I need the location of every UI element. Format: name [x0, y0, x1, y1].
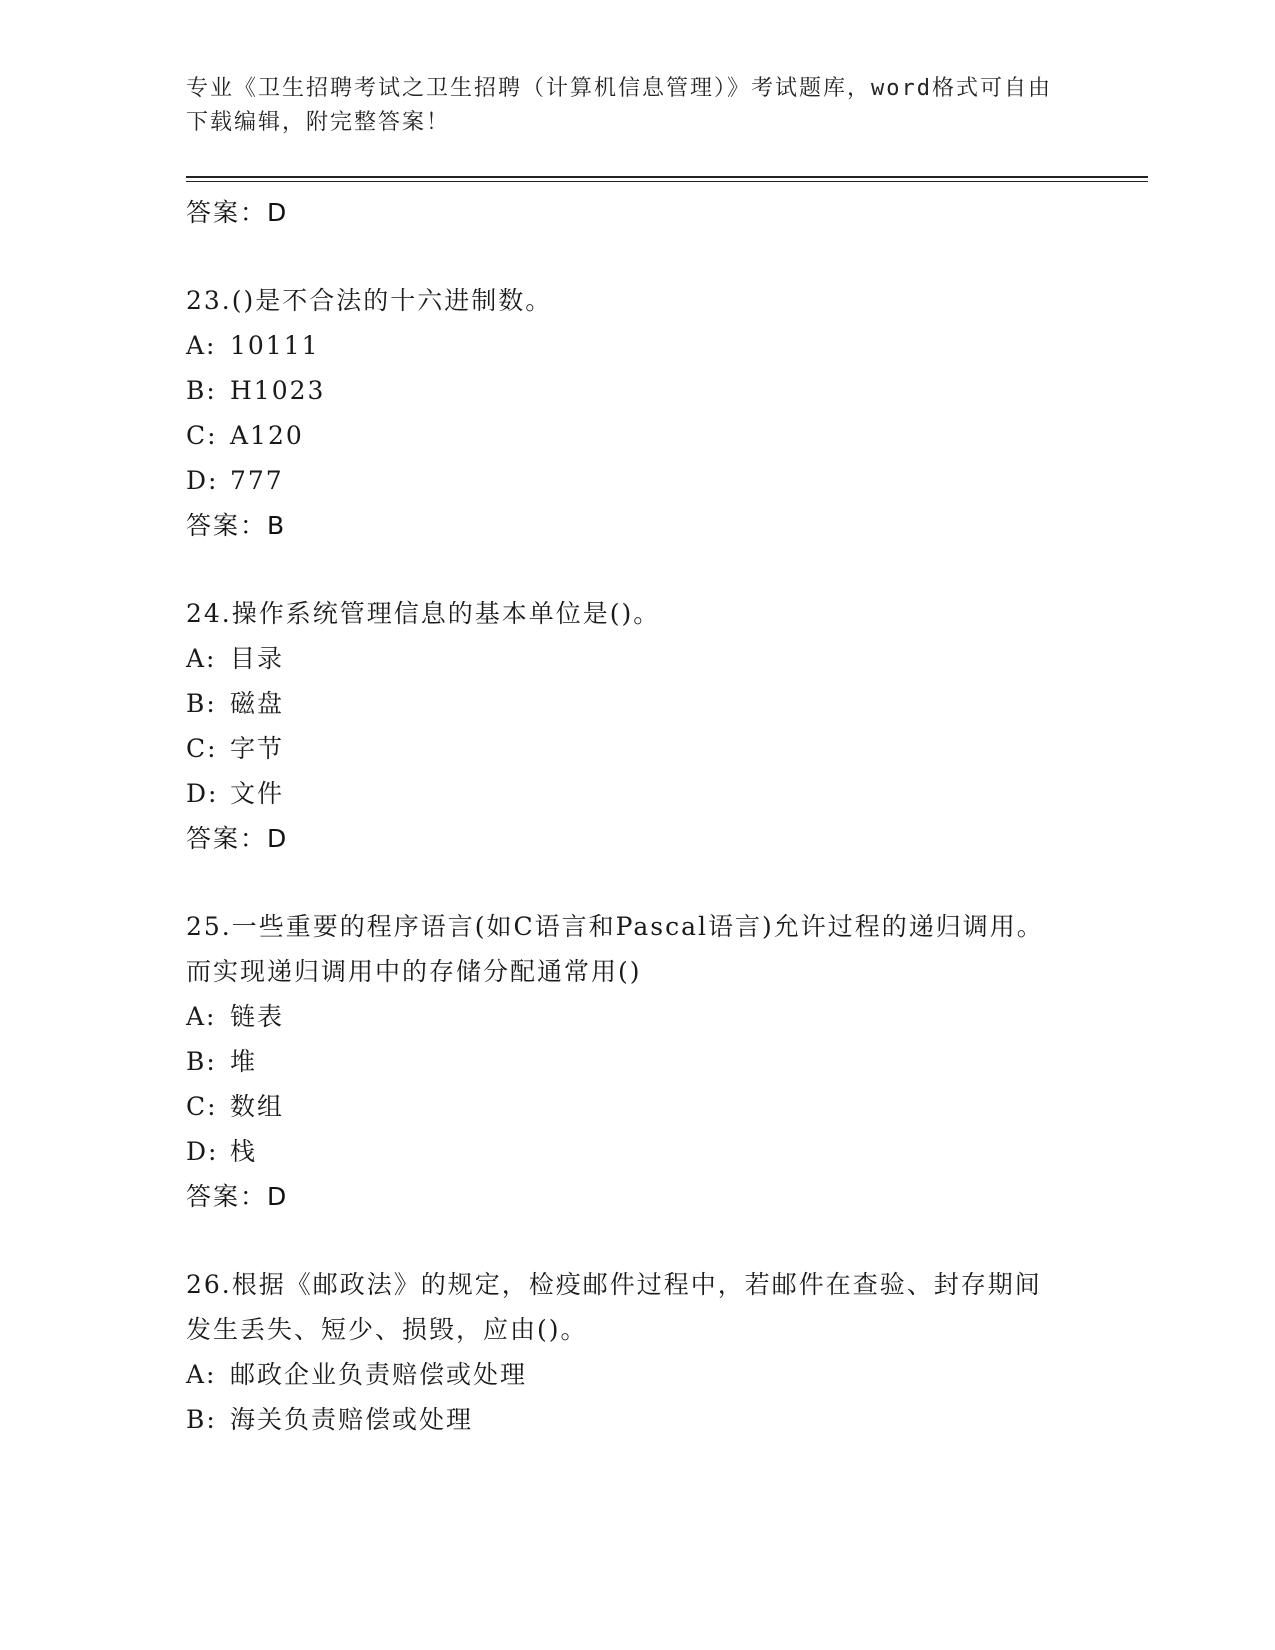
option-b [186, 368, 1066, 413]
previous-answer: 答案：D [186, 198, 289, 227]
document-header: 专业《卫生招聘考试之卫生招聘（计算机信息管理）》考试题库，word格式可自由下载编辑，附完整答案！ [186, 76, 1052, 135]
question-stem: 24.操作系统管理信息的基本单位是()。 [186, 599, 661, 628]
option-label: A: [186, 1360, 217, 1389]
option-c [186, 1084, 1066, 1129]
option-text: 10111 [230, 331, 320, 360]
option-d [186, 1129, 1066, 1174]
option-text: H1023 [230, 376, 326, 405]
option-a [186, 323, 1066, 368]
option-text: 字节 [230, 734, 285, 763]
option-label: B: [186, 1405, 217, 1434]
option-label: C: [186, 421, 218, 450]
question-26 [186, 1262, 1066, 1442]
option-label: D: [186, 466, 219, 495]
option-text: 栈 [230, 1137, 258, 1166]
option-label: B: [186, 1047, 217, 1076]
header-rule-thick [186, 176, 1148, 178]
option-label: C: [186, 1092, 218, 1121]
question-answer: 答案：D [186, 1182, 289, 1211]
question-list [186, 190, 1066, 1442]
question-answer: 答案：D [186, 824, 289, 853]
option-text: A120 [230, 421, 304, 450]
option-text: 磁盘 [230, 689, 285, 718]
header-rule-thin [186, 181, 1148, 182]
option-text: 链表 [230, 1002, 285, 1031]
option-b [186, 1397, 1066, 1442]
option-a [186, 636, 1066, 681]
option-label: C: [186, 734, 218, 763]
question-stem: 26.根据《邮政法》的规定，检疫邮件过程中，若邮件在查验、封存期间发生丢失、短少、损毁，应由()。 [186, 1270, 1042, 1344]
question-23 [186, 278, 1066, 548]
option-d [186, 771, 1066, 816]
option-text: 文件 [230, 779, 285, 808]
option-text: 邮政企业负责赔偿或处理 [230, 1360, 528, 1389]
option-label: B: [186, 689, 217, 718]
option-label: A: [186, 331, 217, 360]
question-answer: 答案：B [186, 511, 287, 540]
option-text: 数组 [230, 1092, 285, 1121]
option-text: 海关负责赔偿或处理 [230, 1405, 474, 1434]
option-a [186, 994, 1066, 1039]
question-24 [186, 591, 1066, 861]
option-d [186, 458, 1066, 503]
option-label: A: [186, 1002, 217, 1031]
option-label: B: [186, 376, 217, 405]
option-label: A: [186, 644, 217, 673]
option-text: 777 [230, 466, 284, 495]
question-stem: 25.一些重要的程序语言(如C语言和Pascal语言)允许过程的递归调用。而实现递归调用中的存储分配通常用() [186, 912, 1044, 986]
option-text: 目录 [230, 644, 285, 673]
option-c [186, 726, 1066, 771]
question-stem: 23.()是不合法的十六进制数。 [186, 286, 553, 315]
option-label: D: [186, 1137, 219, 1166]
option-b [186, 1039, 1066, 1084]
option-text: 堆 [230, 1047, 258, 1076]
question-25 [186, 904, 1066, 1219]
option-label: D: [186, 779, 219, 808]
option-c [186, 413, 1066, 458]
option-a [186, 1352, 1066, 1397]
option-b [186, 681, 1066, 726]
